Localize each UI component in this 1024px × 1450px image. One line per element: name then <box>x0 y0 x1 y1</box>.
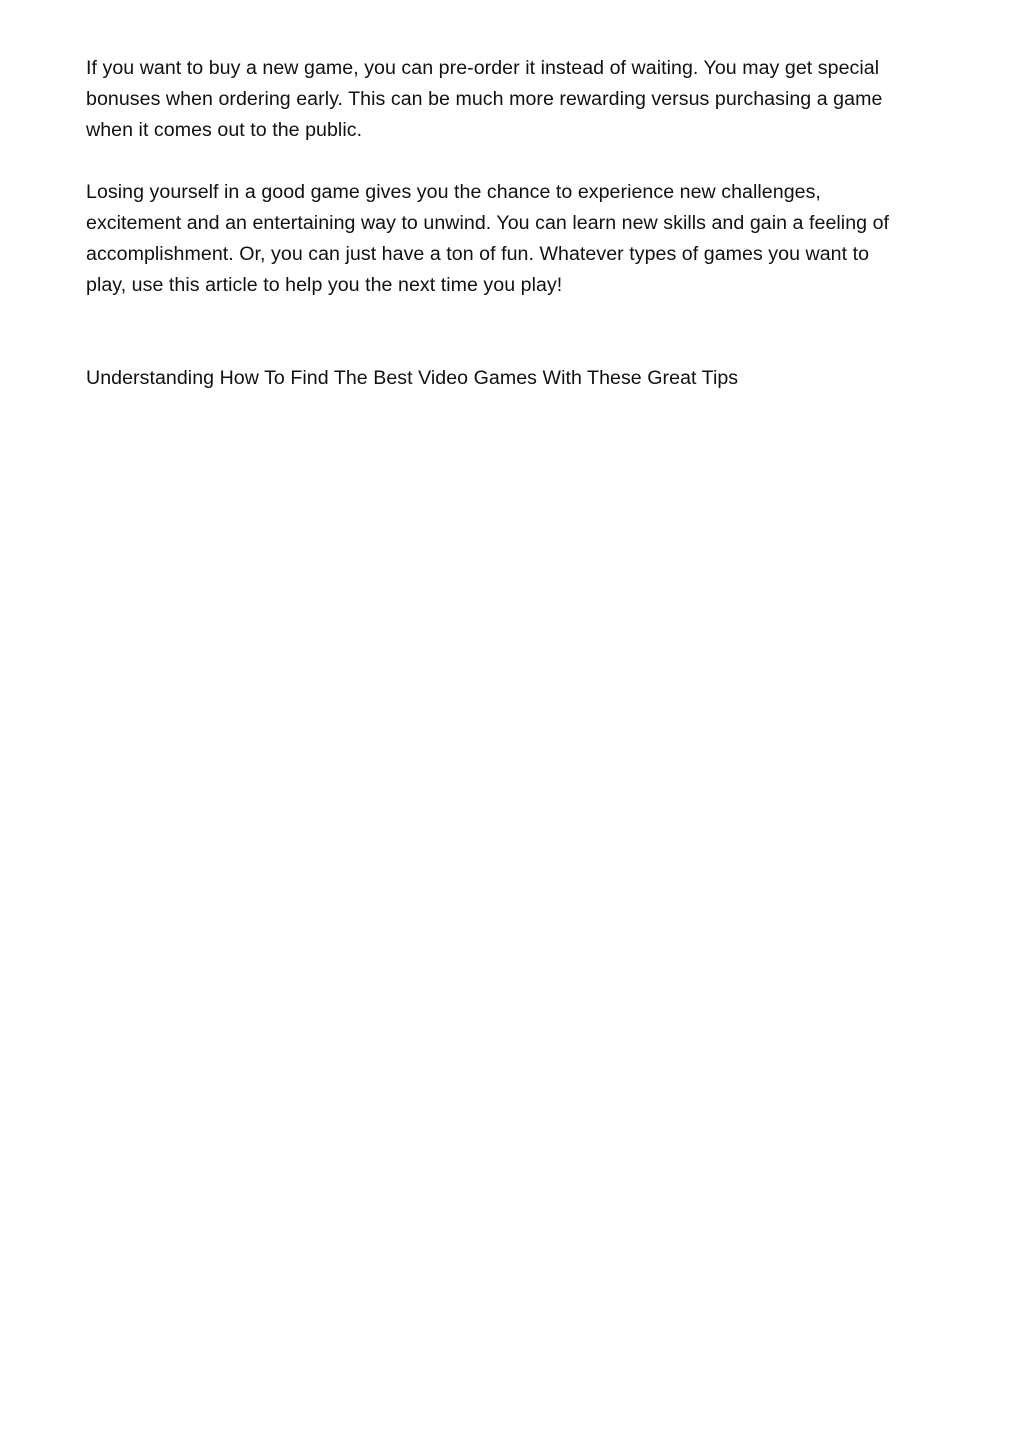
paragraph-spacer <box>86 146 946 177</box>
text-line: play, use this article to help you the next time you play! <box>86 274 563 296</box>
text-line: accomplishment. Or, you can just have a ton of fun. Whatever types of games you want to <box>86 243 870 265</box>
text-line: excitement and an entertaining way to unwind. You can learn new skills and gain a feeling of <box>86 212 890 234</box>
section-spacer <box>86 301 946 363</box>
paragraph-conclusion <box>86 177 946 301</box>
text-line: when it comes out to the public. <box>86 119 363 141</box>
text-line: Losing yourself in a good game gives you the chance to experience new challenges, <box>86 181 821 203</box>
article-title: Understanding How To Find The Best Video Games With These Great Tips <box>86 367 739 389</box>
document-body <box>86 53 946 394</box>
paragraph-preorder <box>86 53 946 146</box>
text-line: bonuses when ordering early. This can be much more rewarding versus purchasing a game <box>86 88 883 110</box>
text-line: If you want to buy a new game, you can pre-order it instead of waiting. You may get special <box>86 57 880 79</box>
